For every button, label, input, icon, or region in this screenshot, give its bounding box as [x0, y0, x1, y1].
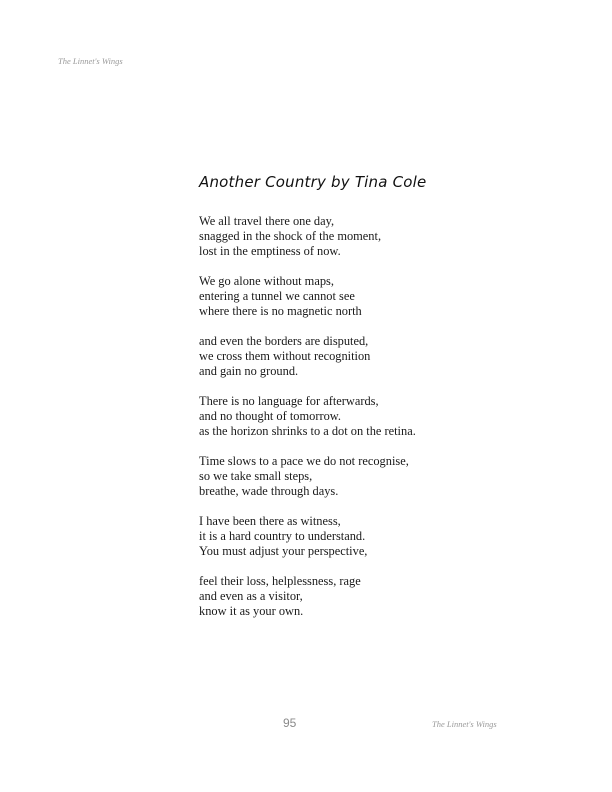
poem-line: we cross them without recognition [199, 349, 371, 363]
poem-line: it is a hard country to understand. [199, 529, 366, 543]
poem-line: and gain no ground. [199, 364, 299, 378]
poem-line: I have been there as witness, [199, 514, 341, 528]
poem-line: as the horizon shrinks to a dot on the retina. [199, 424, 416, 438]
poem-body [199, 214, 539, 634]
poem-line: Time slows to a pace we do not recognise, [199, 454, 409, 468]
stanza [199, 334, 539, 379]
stanza [199, 274, 539, 319]
poem-line: snagged in the shock of the moment, [199, 229, 382, 243]
poem-line: We all travel there one day, [199, 214, 335, 228]
poem-line: feel their loss, helplessness, rage [199, 574, 361, 588]
poem-line: entering a tunnel we cannot see [199, 289, 355, 303]
poem-line: breathe, wade through days. [199, 484, 339, 498]
stanza [199, 514, 539, 559]
running-header: The Linnet's Wings [58, 56, 123, 66]
running-footer: The Linnet's Wings [432, 719, 497, 729]
stanza [199, 394, 539, 439]
poem-line: know it as your own. [199, 604, 304, 618]
page-number: 95 [283, 716, 297, 730]
stanza [199, 454, 539, 499]
poem-line: so we take small steps, [199, 469, 313, 483]
stanza [199, 574, 539, 619]
poem-line: You must adjust your perspective, [199, 544, 368, 558]
poem-line: where there is no magnetic north [199, 304, 362, 318]
stanza [199, 214, 539, 259]
poem-line: We go alone without maps, [199, 274, 334, 288]
poem-line: and even as a visitor, [199, 589, 303, 603]
poem-line: and no thought of tomorrow. [199, 409, 342, 423]
poem-line: There is no language for afterwards, [199, 394, 379, 408]
poem-title: Another Country by Tina Cole [199, 173, 427, 191]
poem-line: and even the borders are disputed, [199, 334, 369, 348]
poem-line: lost in the emptiness of now. [199, 244, 341, 258]
